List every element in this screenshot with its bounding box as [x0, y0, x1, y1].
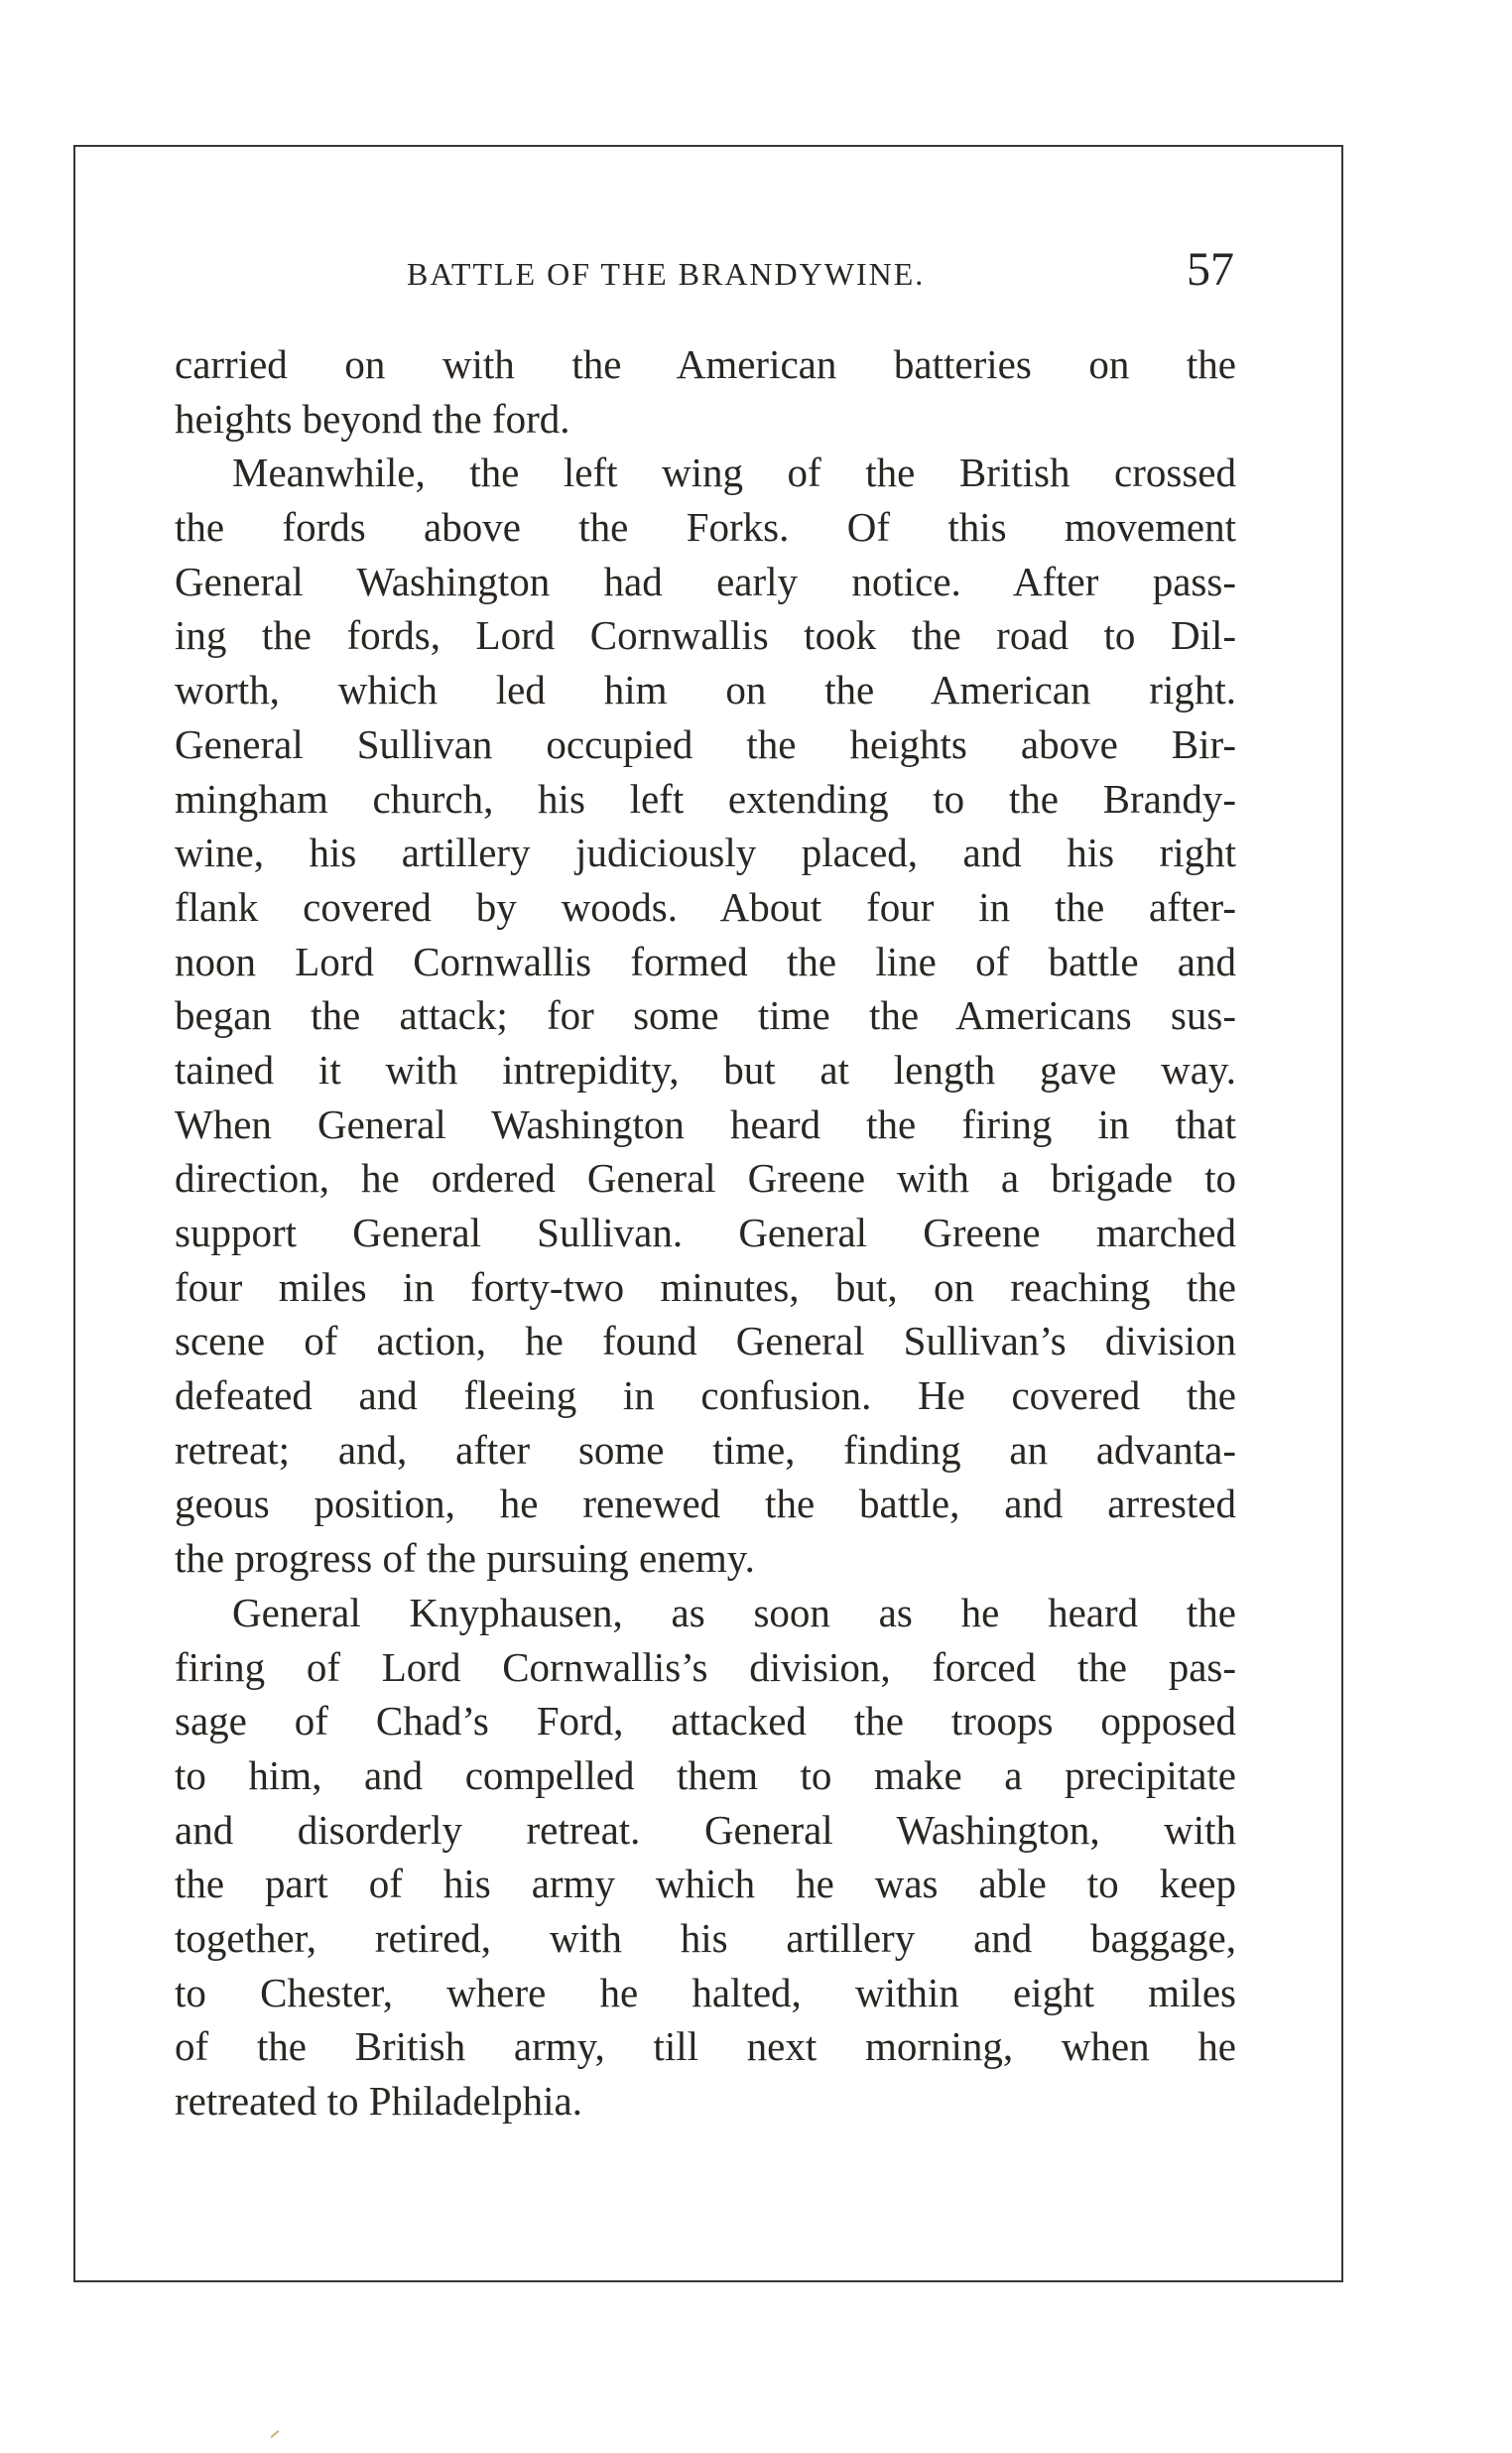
stray-mark	[271, 2430, 280, 2438]
text-line: noon Lord Cornwallis formed the line of battle and	[175, 938, 1236, 984]
text-line: Meanwhile, the left wing of the British crossed	[232, 450, 1236, 496]
text-line: to Chester, where he halted, within eight miles	[175, 1969, 1236, 2015]
text-line: to him, and compelled them to make a precipitate	[175, 1751, 1236, 1798]
running-head	[175, 243, 1234, 302]
text-line: carried on with the American batteries on the	[175, 341, 1236, 387]
text-line: General Knyphausen, as soon as he heard the	[232, 1589, 1236, 1635]
text-line: worth, which led him on the American right.	[175, 667, 1236, 713]
text-line: tained it with intrepidity, but at length gave way.	[175, 1046, 1236, 1093]
text-line: four miles in forty-two minutes, but, on reaching the	[175, 1263, 1236, 1310]
text-line: the part of his army which he was able to keep	[175, 1861, 1236, 1907]
text-line: wine, his artillery judiciously placed, and his right	[175, 830, 1236, 876]
text-line: the fords above the Forks. Of this movement	[175, 504, 1236, 551]
text-line: of the British army, till next morning, when he	[175, 2023, 1236, 2070]
text-line: When General Washington heard the firing in that	[175, 1100, 1236, 1147]
page-number: 57	[1187, 243, 1234, 296]
text-line: firing of Lord Cornwallis’s division, forced the pas-	[175, 1643, 1236, 1690]
text-line: geous position, he renewed the battle, and arrested	[175, 1481, 1236, 1527]
text-line: flank covered by woods. About four in the after-	[175, 883, 1236, 930]
text-line: ing the fords, Lord Cornwallis took the road to Dil-	[175, 612, 1236, 659]
text-line: sage of Chad’s Ford, attacked the troops opposed	[175, 1698, 1236, 1744]
text-line: together, retired, with his artillery and baggage,	[175, 1914, 1236, 1961]
text-line: retreat; and, after some time, finding an advanta-	[175, 1426, 1236, 1473]
text-line: direction, he ordered General Greene with a brigade to	[175, 1155, 1236, 1202]
text-line: General Sullivan occupied the heights above Bir-	[175, 720, 1236, 767]
text-line: mingham church, his left extending to the Brandy-	[175, 775, 1236, 822]
body-text	[175, 337, 1236, 2129]
text-line: and disorderly retreat. General Washington, with	[175, 1806, 1236, 1853]
text-line: retreated to Philadelphia.	[175, 2078, 582, 2124]
text-line: scene of action, he found General Sullivan’s division	[175, 1318, 1236, 1364]
text-line: defeated and fleeing in confusion. He covered the	[175, 1372, 1236, 1419]
text-line: support General Sullivan. General Greene marched	[175, 1210, 1236, 1255]
running-title: BATTLE OF THE BRANDYWINE.	[407, 256, 926, 292]
text-line: began the attack; for some time the Americans sus-	[175, 992, 1236, 1039]
text-line: General Washington had early notice. After pass-	[175, 558, 1236, 604]
text-line: the progress of the pursuing enemy.	[175, 1535, 755, 1582]
text-line: heights beyond the ford.	[175, 395, 570, 442]
